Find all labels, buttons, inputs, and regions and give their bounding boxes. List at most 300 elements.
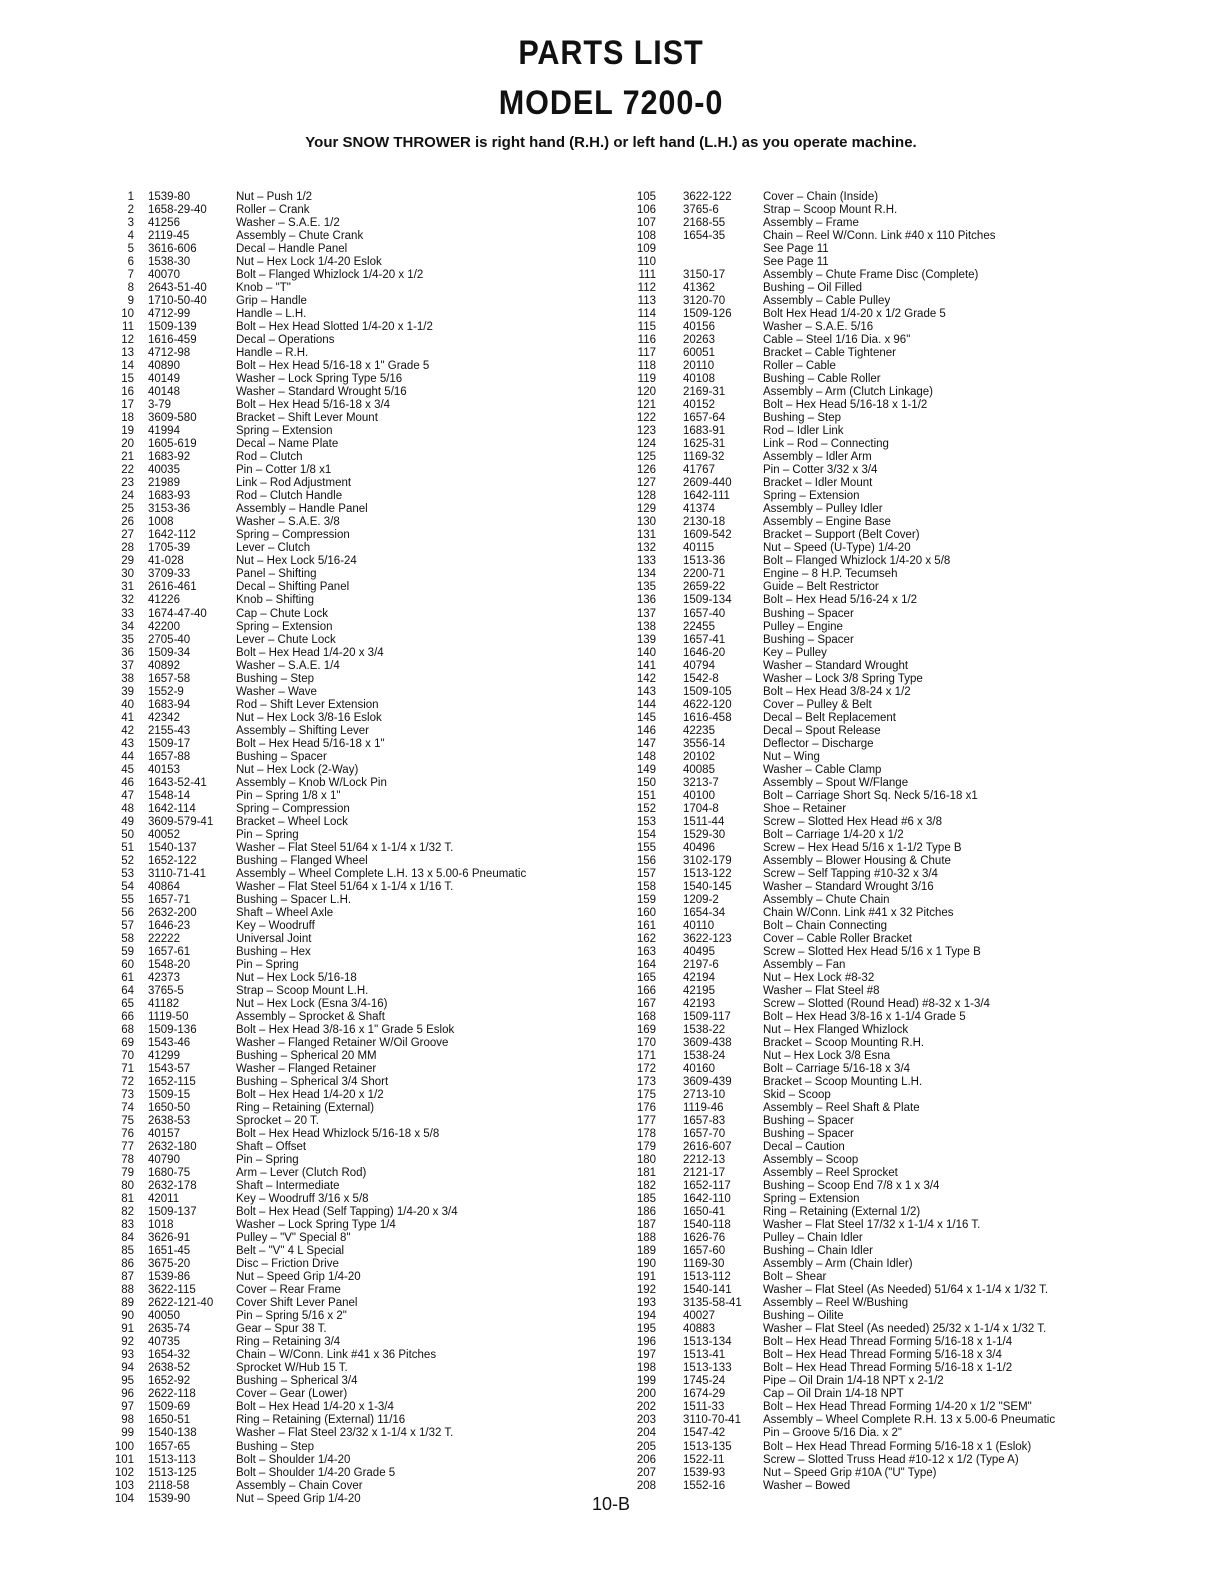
- part-number: 1683-94: [148, 698, 191, 711]
- parts-row: [108, 204, 578, 217]
- part-number: 3609-580: [148, 412, 197, 425]
- ref-number: 109: [636, 243, 656, 256]
- parts-row: [108, 1037, 578, 1050]
- parts-row: [630, 581, 1130, 594]
- part-number: 3556-14: [683, 737, 726, 750]
- part-description: Assembly – Cable Pulley: [763, 295, 891, 308]
- part-number: 40100: [683, 789, 715, 802]
- part-number: 2713-10: [683, 1089, 726, 1102]
- parts-row: [630, 1076, 1130, 1089]
- part-number: 41994: [148, 425, 180, 438]
- part-description: Bolt – Hex Head (Self Tapping) 1/4-20 x 3/4: [236, 1206, 458, 1219]
- part-number: 1643-52-41: [148, 776, 207, 789]
- ref-number: 180: [636, 1154, 656, 1167]
- parts-row: [108, 516, 578, 529]
- part-number: 2638-52: [148, 1362, 191, 1375]
- part-description: Nut – Hex Lock 5/16-18: [236, 971, 357, 984]
- part-description: Pin – Spring: [236, 958, 299, 971]
- part-number: 1539-86: [148, 1271, 191, 1284]
- part-number: 4712-99: [148, 308, 191, 321]
- part-description: Assembly – Sprocket & Shaft: [236, 1010, 385, 1023]
- part-description: Bolt – Flanged Whizlock 1/4-20 x 5/8: [763, 555, 951, 568]
- part-number: 3110-70-41: [683, 1414, 741, 1427]
- ref-number: 157: [636, 867, 656, 880]
- ref-number: 70: [121, 1050, 134, 1063]
- ref-number: 38: [121, 672, 134, 685]
- ref-number: 194: [636, 1310, 656, 1323]
- part-description: Belt – "V" 4 L Special: [236, 1245, 345, 1258]
- parts-row: [108, 555, 578, 568]
- parts-row: [630, 1128, 1130, 1141]
- parts-row: [630, 1011, 1130, 1024]
- part-description: Washer – S.A.E. 1/2: [236, 217, 340, 230]
- part-description: Grip – Handle: [236, 295, 307, 308]
- part-number: 41767: [683, 464, 715, 477]
- parts-row: [630, 516, 1130, 529]
- ref-number: 56: [121, 906, 134, 919]
- parts-row: [108, 725, 578, 738]
- part-number: [656, 256, 763, 269]
- part-number: 1513-133: [683, 1362, 732, 1375]
- part-description: Washer – Lock 3/8 Spring Type: [763, 672, 923, 685]
- part-number: 1646-20: [683, 646, 726, 659]
- part-number: 42194: [683, 971, 715, 984]
- part-number: 42373: [148, 971, 180, 984]
- ref-number: 93: [121, 1349, 134, 1362]
- part-description: Bushing – Spherical 3/4 Short: [236, 1076, 389, 1089]
- part-number: 1513-113: [148, 1453, 196, 1466]
- part-description: Guide – Belt Restrictor: [763, 581, 879, 594]
- part-description: Pin – Spring 5/16 x 2": [236, 1310, 347, 1323]
- part-description: Decal – Spout Release: [763, 724, 881, 737]
- parts-row: [108, 529, 578, 542]
- parts-row: [108, 243, 578, 256]
- part-description: Washer – Cable Clamp: [763, 763, 882, 776]
- parts-row: [630, 946, 1130, 959]
- part-description: Bolt Hex Head 1/4-20 x 1/2 Grade 5: [763, 308, 946, 321]
- ref-number: 48: [121, 802, 134, 815]
- part-description: Assembly – Reel Sprocket: [763, 1167, 898, 1180]
- part-description: Spring – Extension: [763, 1193, 860, 1206]
- ref-number: 61: [121, 971, 134, 984]
- parts-row: [630, 217, 1130, 230]
- parts-row: [108, 594, 578, 607]
- part-number: 2635-74: [148, 1323, 191, 1336]
- ref-number: 5: [127, 243, 134, 256]
- part-number: 1169-30: [683, 1258, 725, 1271]
- parts-row: [630, 438, 1130, 451]
- part-number: 3626-91: [148, 1232, 191, 1245]
- parts-row: [108, 334, 578, 347]
- part-number: 2643-51-40: [148, 282, 207, 295]
- ref-number: 154: [636, 828, 656, 841]
- ref-number: 164: [636, 958, 656, 971]
- parts-row: [630, 282, 1130, 295]
- part-number: 1511-33: [683, 1401, 725, 1414]
- ref-number: 35: [121, 633, 134, 646]
- parts-row: [630, 881, 1130, 894]
- part-description: Bracket – Cable Tightener: [763, 347, 896, 360]
- part-description: Bushing – Spacer: [763, 1115, 854, 1128]
- part-description: Handle – L.H.: [236, 308, 307, 321]
- ref-number: 203: [636, 1414, 656, 1427]
- part-description: Spring – Extension: [236, 425, 333, 438]
- ref-number: 205: [636, 1440, 656, 1453]
- parts-list-left-column: [108, 191, 578, 1506]
- part-description: Bushing – Step: [763, 412, 842, 425]
- part-description: Washer – Bowed: [763, 1479, 851, 1492]
- part-description: Bracket – Shift Lever Mount: [236, 412, 378, 425]
- ref-number: 150: [636, 776, 656, 789]
- part-description: Nut – Hex Lock 3/8-16 Eslok: [236, 711, 382, 724]
- parts-row: [108, 907, 578, 920]
- parts-row: [108, 933, 578, 946]
- ref-number: 71: [121, 1063, 134, 1076]
- part-number: 20263: [683, 334, 715, 347]
- part-number: 1683-93: [148, 490, 191, 503]
- part-number: 1680-75: [148, 1167, 191, 1180]
- part-number: 2169-31: [683, 386, 726, 399]
- part-description: Roller – Crank: [236, 204, 310, 217]
- part-description: Washer – S.A.E. 5/16: [763, 321, 874, 334]
- ref-number: 195: [636, 1323, 656, 1336]
- parts-row: [108, 1180, 578, 1193]
- part-number: 40794: [683, 659, 715, 672]
- part-number: 2168-55: [683, 217, 726, 230]
- part-description: Key – Woodruff: [236, 919, 315, 932]
- parts-row: [630, 1219, 1130, 1232]
- part-number: 1522-11: [683, 1453, 725, 1466]
- part-description: Spring – Extension: [763, 490, 860, 503]
- part-number: 41-028: [148, 555, 184, 568]
- part-number: 3120-70: [683, 295, 726, 308]
- ref-number: 170: [636, 1037, 656, 1050]
- parts-row: [630, 933, 1130, 946]
- ref-number: 204: [636, 1427, 656, 1440]
- parts-row: [630, 1310, 1130, 1323]
- ref-number: 191: [636, 1271, 656, 1284]
- ref-number: 60: [121, 958, 134, 971]
- part-description: Bolt – Carriage 1/4-20 x 1/2: [763, 828, 904, 841]
- part-description: Decal – Shifting Panel: [236, 581, 350, 594]
- ref-number: 81: [121, 1193, 134, 1206]
- ref-number: 40: [121, 698, 134, 711]
- part-description: Bushing – Chain Idler: [763, 1245, 873, 1258]
- ref-number: 83: [121, 1219, 134, 1232]
- ref-number: 27: [121, 529, 134, 542]
- parts-row: [630, 1245, 1130, 1258]
- part-description: Bolt – Shoulder 1/4-20: [236, 1453, 351, 1466]
- part-number: 1674-47-40: [148, 607, 207, 620]
- page-number: 10-B: [591, 1494, 631, 1514]
- part-description: Washer – Flanged Retainer: [236, 1063, 377, 1076]
- parts-row: [630, 425, 1130, 438]
- ref-number: 94: [121, 1362, 134, 1375]
- part-number: 2155-43: [148, 724, 191, 737]
- ref-number: 134: [636, 568, 656, 581]
- parts-row: [108, 1271, 578, 1284]
- part-number: 40085: [683, 763, 715, 776]
- parts-row: [630, 256, 1130, 269]
- part-number: 1704-8: [683, 802, 719, 815]
- parts-row: [108, 282, 578, 295]
- part-description: Nut – Wing: [763, 750, 820, 763]
- ref-number: 146: [636, 724, 656, 737]
- parts-row: [108, 1284, 578, 1297]
- parts-row: [630, 764, 1130, 777]
- parts-row: [108, 985, 578, 998]
- ref-number: 97: [121, 1401, 134, 1414]
- parts-row: [108, 998, 578, 1011]
- parts-row: [630, 243, 1130, 256]
- parts-row: [108, 191, 578, 204]
- ref-number: 76: [121, 1128, 134, 1141]
- part-number: 1657-64: [683, 412, 726, 425]
- parts-row: [108, 347, 578, 360]
- parts-row: [108, 751, 578, 764]
- part-description: Rod – Shift Lever Extension: [236, 698, 379, 711]
- part-description: Cap – Oil Drain 1/4-18 NPT: [763, 1388, 904, 1401]
- ref-number: 72: [121, 1076, 134, 1089]
- ref-number: 127: [636, 477, 656, 490]
- parts-row: [630, 998, 1130, 1011]
- part-description: Bushing – Cable Roller: [763, 373, 881, 386]
- parts-row: [108, 1349, 578, 1362]
- parts-row: [108, 1375, 578, 1388]
- part-description: Washer – S.A.E. 3/8: [236, 516, 340, 529]
- ref-number: 82: [121, 1206, 134, 1219]
- parts-row: [108, 868, 578, 881]
- parts-row: [108, 1167, 578, 1180]
- part-number: 1509-126: [683, 308, 732, 321]
- ref-number: 16: [121, 386, 134, 399]
- part-number: 2616-461: [148, 581, 197, 594]
- ref-number: 119: [637, 373, 656, 386]
- part-number: 1646-23: [148, 919, 191, 932]
- part-description: Assembly – Wheel Complete R.H. 13 x 5.00-6 Pneumatic: [763, 1414, 1056, 1427]
- ref-number: 20: [121, 438, 134, 451]
- ref-number: 124: [636, 438, 656, 451]
- part-description: Assembly – Reel W/Bushing: [763, 1297, 909, 1310]
- ref-number: 30: [121, 568, 134, 581]
- parts-row: [108, 777, 578, 790]
- parts-row: [108, 894, 578, 907]
- part-number: 40496: [683, 841, 715, 854]
- ref-number: 116: [637, 334, 656, 347]
- ref-number: 66: [121, 1010, 134, 1023]
- parts-row: [108, 1245, 578, 1258]
- parts-row: [108, 464, 578, 477]
- parts-row: [108, 1011, 578, 1024]
- ref-number: 165: [636, 971, 656, 984]
- ref-number: 45: [121, 763, 134, 776]
- parts-row: [630, 594, 1130, 607]
- parts-row: [630, 842, 1130, 855]
- ref-number: 4: [127, 230, 134, 243]
- part-description: Bracket – Scoop Mounting L.H.: [763, 1076, 923, 1089]
- parts-row: [108, 425, 578, 438]
- parts-row: [630, 855, 1130, 868]
- ref-number: 188: [636, 1232, 656, 1245]
- ref-number: 92: [121, 1336, 134, 1349]
- part-description: Assembly – Shifting Lever: [236, 724, 369, 737]
- ref-number: 137: [636, 607, 656, 620]
- part-description: Bushing – Step: [236, 672, 315, 685]
- part-description: Panel – Shifting: [236, 568, 317, 581]
- part-description: Bracket – Wheel Lock: [236, 815, 348, 828]
- ref-number: 41: [121, 711, 134, 724]
- part-description: Assembly – Handle Panel: [236, 503, 368, 516]
- parts-row: [630, 777, 1130, 790]
- part-description: Nut – Speed Grip 1/4-20: [236, 1492, 361, 1505]
- part-number: 4712-98: [148, 347, 191, 360]
- ref-number: 131: [636, 529, 656, 542]
- part-description: Bracket – Idler Mount: [763, 477, 873, 490]
- part-description: Cover – Cable Roller Bracket: [763, 932, 912, 945]
- ref-number: 102: [114, 1466, 134, 1479]
- ref-number: 80: [121, 1180, 134, 1193]
- part-description: Bolt – Hex Head 5/16-18 x 1" Grade 5: [236, 360, 430, 373]
- parts-row: [108, 412, 578, 425]
- ref-number: 6: [127, 256, 134, 269]
- ref-number: 36: [121, 646, 134, 659]
- ref-number: 101: [114, 1453, 134, 1466]
- parts-row: [630, 1167, 1130, 1180]
- parts-row: [630, 490, 1130, 503]
- parts-row: [108, 1063, 578, 1076]
- part-description: Cover – Gear (Lower): [236, 1388, 348, 1401]
- parts-row: [108, 855, 578, 868]
- part-number: 2200-71: [683, 568, 726, 581]
- ref-number: 47: [121, 789, 134, 802]
- ref-number: 98: [121, 1414, 134, 1427]
- part-number: 1616-458: [683, 711, 732, 724]
- part-description: Bolt – Hex Head Thread Forming 5/16-18 x 1-1/2: [763, 1362, 1013, 1375]
- part-number: 40152: [683, 399, 715, 412]
- part-number: 3675-20: [148, 1258, 191, 1271]
- part-number: 40110: [683, 919, 715, 932]
- part-number: 1209-2: [683, 893, 719, 906]
- part-description: Assembly – Blower Housing & Chute: [763, 854, 951, 867]
- part-description: Bolt – Hex Head 3/8-16 x 1" Grade 5 Eslok: [236, 1024, 455, 1036]
- part-description: Pin – Groove 5/16 Dia. x 2": [763, 1427, 902, 1440]
- part-number: 1625-31: [683, 438, 726, 451]
- ref-number: 111: [638, 269, 656, 282]
- part-description: Spring – Compression: [236, 802, 350, 815]
- part-number: 1529-30: [683, 828, 726, 841]
- ref-number: 18: [121, 412, 134, 425]
- parts-row: [630, 803, 1130, 816]
- ref-number: 99: [121, 1427, 134, 1440]
- part-number: 1540-137: [148, 841, 197, 854]
- ref-number: 34: [121, 620, 134, 633]
- part-number: 1654-35: [683, 230, 726, 243]
- parts-row: [108, 842, 578, 855]
- part-number: 41299: [148, 1050, 180, 1063]
- part-number: 1609-542: [683, 529, 732, 542]
- part-number: 1616-459: [148, 334, 197, 347]
- part-description: Handle – R.H.: [236, 347, 309, 360]
- page-title: PARTS LIST: [518, 34, 704, 72]
- ref-number: 155: [636, 841, 656, 854]
- part-description: Chain – W/Conn. Link #41 x 36 Pitches: [236, 1349, 437, 1362]
- parts-row: [630, 360, 1130, 373]
- parts-row: [630, 542, 1130, 555]
- part-number: 1605-619: [148, 438, 197, 451]
- part-description: Bolt – Carriage Short Sq. Neck 5/16-18 x1: [763, 789, 978, 802]
- ref-number: 57: [121, 919, 134, 932]
- part-description: Bushing – Scoop End 7/8 x 1 x 3/4: [763, 1180, 940, 1193]
- part-number: 1509-136: [148, 1024, 197, 1036]
- part-number: 2609-440: [683, 477, 732, 490]
- ref-number: 104: [114, 1492, 134, 1505]
- part-number: 2616-607: [683, 1141, 732, 1154]
- ref-number: 160: [636, 906, 656, 919]
- part-description: Pulley – Chain Idler: [763, 1232, 863, 1245]
- part-number: 2632-200: [148, 906, 197, 919]
- parts-row: [630, 1063, 1130, 1076]
- parts-row: [108, 608, 578, 621]
- parts-row: [630, 1349, 1130, 1362]
- ref-number: 133: [636, 555, 656, 568]
- part-description: Nut – Hex Lock 3/8 Esna: [763, 1050, 891, 1063]
- page-subtitle: Your SNOW THROWER is right hand (R.H.) or left hand (L.H.) as you operate machine.: [305, 134, 917, 151]
- part-number: 40156: [683, 321, 715, 334]
- parts-row: [630, 269, 1130, 282]
- ref-number: 49: [121, 815, 134, 828]
- parts-row: [108, 647, 578, 660]
- part-description: Spring – Extension: [236, 620, 333, 633]
- ref-number: 121: [636, 399, 656, 412]
- parts-row: [630, 399, 1130, 412]
- ref-number: 23: [121, 477, 134, 490]
- parts-row: [630, 1375, 1130, 1388]
- part-description: Screw – Slotted (Round Head) #8-32 x 1-3/4: [763, 997, 990, 1010]
- part-description: Bolt – Hex Head 3/8-24 x 1/2: [763, 685, 911, 698]
- part-number: 40115: [683, 542, 715, 555]
- parts-row: [630, 829, 1130, 842]
- parts-row: [630, 1115, 1130, 1128]
- parts-row: [108, 660, 578, 673]
- ref-number: 206: [636, 1453, 656, 1466]
- ref-number: 24: [121, 490, 134, 503]
- part-description: Washer – Flanged Retainer W/Oil Groove: [236, 1037, 449, 1050]
- parts-row: [108, 764, 578, 777]
- parts-row: [630, 725, 1130, 738]
- parts-row: [108, 1467, 578, 1480]
- part-description: Spring – Compression: [236, 529, 350, 542]
- part-number: 1674-29: [683, 1388, 726, 1401]
- part-number: 1642-110: [683, 1193, 731, 1206]
- ref-number: 65: [121, 997, 134, 1010]
- part-number: 1513-36: [683, 555, 726, 568]
- part-description: Nut – Hex Lock 5/16-24: [236, 555, 357, 568]
- parts-row: [630, 1323, 1130, 1336]
- ref-number: 126: [636, 464, 656, 477]
- part-description: Washer – Flat Steel 51/64 x 1-1/4 x 1/16 T.: [236, 880, 454, 893]
- ref-number: 114: [637, 308, 656, 321]
- part-number: 2130-18: [683, 516, 726, 529]
- parts-row: [108, 360, 578, 373]
- ref-number: 19: [121, 425, 134, 438]
- part-number: 1538-24: [683, 1050, 726, 1063]
- parts-row: [630, 972, 1130, 985]
- part-description: Universal Joint: [236, 932, 312, 945]
- parts-row: [108, 959, 578, 972]
- parts-row: [630, 1089, 1130, 1102]
- part-number: 1540-118: [683, 1219, 731, 1232]
- part-description: Assembly – Frame: [763, 217, 859, 230]
